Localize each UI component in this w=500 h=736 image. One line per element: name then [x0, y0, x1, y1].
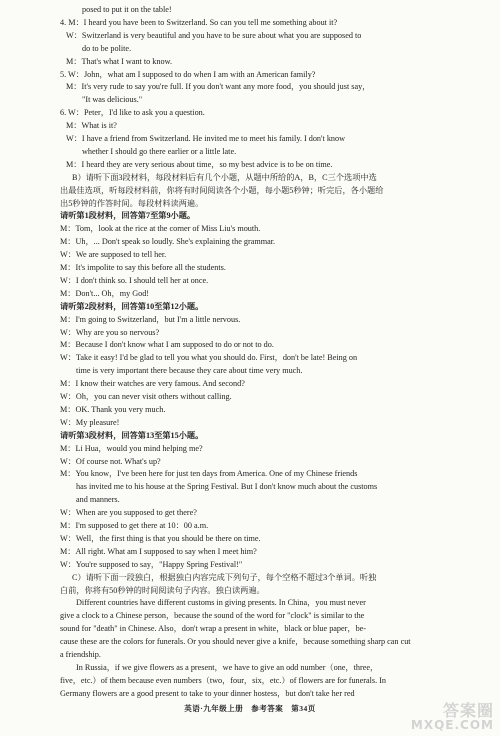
text-line: 4. M：I heard you have been to Switzerland. So can you tell me something about it? — [60, 17, 338, 27]
text-line: M：Because I don't know what I am supposed to do or not to do. — [60, 340, 274, 350]
text-line: W：Switzerland is very beautiful and you have to be sure about what you are supposed to — [66, 30, 362, 40]
text-line: M：It's impolite to say this before all the students. — [60, 263, 226, 272]
text-line: time is very important there because they care about time very much. — [76, 366, 303, 376]
text-line: W：When are you supposed to get there? — [60, 508, 197, 518]
text-line: M：It's very rude to say you're full. If you don't want any more food，you should just say， — [66, 82, 371, 92]
text-line: W：I don't think so. I should tell her at once. — [60, 275, 209, 285]
section-instruction: 出最佳选项，听每段材料前，你将有时间阅读各个小题，每小题5秒钟；听完后，各小题给 — [60, 185, 384, 195]
text-line: M：Uh，... Don't speak so loudly. She's explaining the grammar. — [60, 237, 276, 247]
paragraph-line: Germany flowers are a good present to take to your dinner hostess，but don't take her red — [60, 688, 355, 698]
text-line: M：Li Hua，would you mind helping me? — [60, 443, 203, 453]
text-line: M：What is it? — [66, 121, 117, 131]
text-line: W：You're supposed to say，"Happy Spring Festival!" — [60, 559, 243, 569]
text-line: posed to put it on the table! — [82, 5, 172, 14]
text-line: W：Of course not. What's up? — [60, 456, 161, 466]
text-line: W：Why are you so nervous? — [60, 327, 160, 337]
text-line: 5. W：John，what am I supposed to do when I am with an American family? — [60, 69, 316, 79]
watermark-text-bottom: MXQE.COM — [410, 718, 494, 732]
paragraph-line: a friendship. — [60, 650, 101, 659]
text-line: M：Don't... Oh，my God! — [60, 288, 150, 298]
section-heading: 请听第3段材料，回答第13至第15小题。 — [60, 430, 204, 440]
section-instruction: 出5秒钟的作答时间。每段材料读两遍。 — [60, 198, 204, 208]
page-footer: 英语·九年级上册 参考答案 第34页 — [184, 703, 316, 713]
text-line: M：That's what I want to know. — [66, 56, 173, 66]
paragraph-line: In Russia，if we give flowers as a present，we have to give an odd number（one，three， — [76, 662, 379, 672]
text-line: W：We are supposed to tell her. — [60, 250, 167, 260]
text-line: 6. W：Peter，I'd like to ask you a question. — [60, 108, 205, 118]
section-heading: 请听第2段材料，回答第10至第12小题。 — [60, 301, 204, 311]
text-line: M：I'm supposed to get there at 10：00 a.m. — [60, 521, 209, 530]
section-instruction: B）请听下面3段材料，每段材料后有几个小题，从题中所给的A，B，C三个选项中选 — [72, 172, 377, 182]
text-line: has invited me to his house at the Spring Festival. But I don't know much about the customs — [76, 482, 378, 492]
text-line: M：All right. What am I supposed to say when I meet him? — [60, 546, 257, 556]
paragraph-line: give a clock to a Chinese person，because the sound of the word for "clock" is similar to the — [60, 611, 365, 621]
text-line: M：OK. Thank you very much. — [60, 404, 166, 414]
section-instruction: C）请听下面一段独白，根据独白内容完成下列句子，每个空格不超过3个单词。听独 — [72, 572, 377, 582]
section-heading: 请听第1段材料，回答第7至第9小题。 — [60, 211, 196, 221]
text-line: and manners. — [76, 495, 120, 505]
watermark-logo — [410, 698, 494, 732]
paragraph-line: Different countries have different customs in giving presents. In China，you must never — [76, 598, 366, 608]
text-line: M：I know their watches are very famous. And second? — [60, 379, 245, 389]
text-line: W：Well，the first thing is that you should be there on time. — [60, 533, 261, 543]
paragraph-line: cause these are the colors for funerals. Or you should never give a knife，because something sharp can cut — [60, 637, 411, 647]
text-line: do to be polite. — [82, 43, 132, 53]
text-line: M：I heard they are very serious about time，so my best advice is to be on time. — [66, 159, 333, 169]
watermark-text-top: 答案圈 — [442, 701, 494, 720]
text-line: W：Take it easy! I'd be glad to tell you what you should do. First，don't be late! Being on — [60, 353, 358, 363]
text-line: M：Tom，look at the rice at the corner of Miss Liu's mouth. — [60, 224, 261, 234]
paragraph-line: five，etc.）of them because even numbers（two，four，six，etc.）of flowers are for funerals. In — [60, 675, 387, 685]
text-line: W：Oh，you can never visit others without calling. — [60, 392, 232, 401]
text-line: whether I should go there earlier or a little late. — [82, 146, 237, 156]
section-instruction: 白前，你将有50秒钟的时间阅读句子内容。独白读两遍。 — [60, 585, 265, 595]
text-line: M：I'm going to Switzerland，but I'm a little nervous. — [60, 314, 241, 324]
text-line: W：My pleasure! — [60, 417, 120, 427]
paragraph-line: sound for "death" in Chinese. Also，don't wrap a present in white，black or blue paper，be- — [60, 624, 367, 634]
text-line: M：You know，I've been here for just ten days from America. One of my Chinese friends — [60, 469, 358, 479]
text-line: "It was delicious." — [82, 95, 143, 105]
text-line: W：I have a friend from Switzerland. He invited me to meet his family. I don't know — [66, 134, 346, 143]
